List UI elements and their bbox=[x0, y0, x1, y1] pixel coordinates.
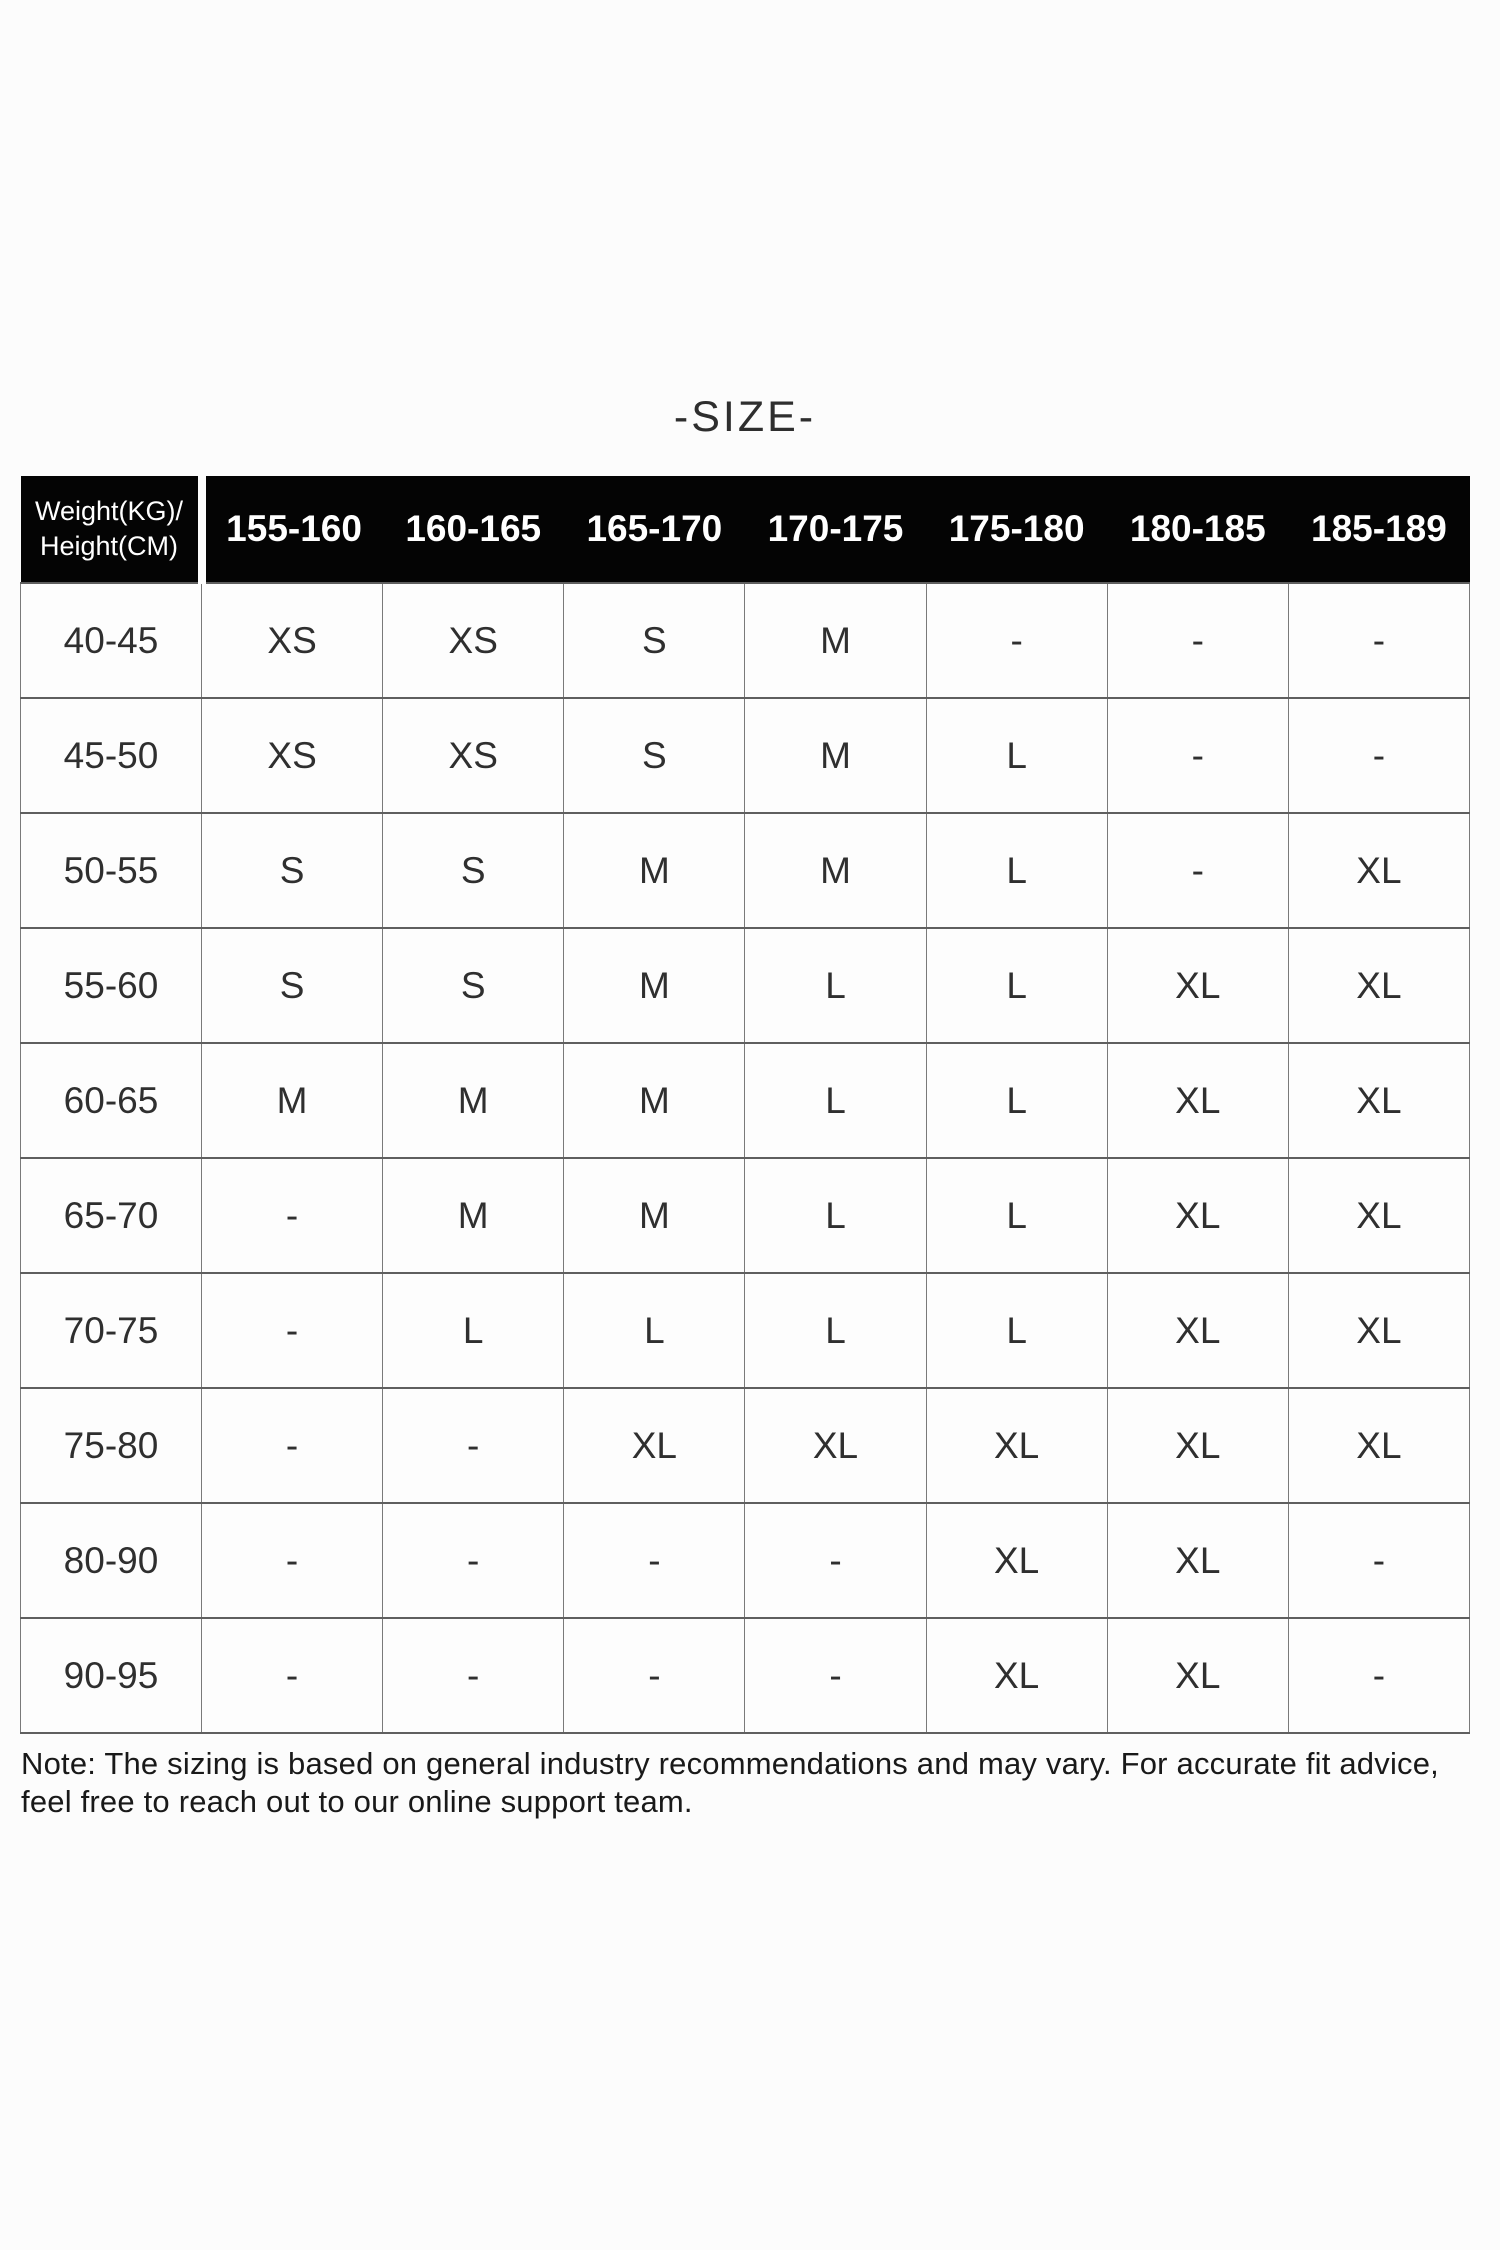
col-header-170-175: 170-175 bbox=[745, 476, 926, 583]
size-cell: XL bbox=[564, 1388, 745, 1503]
weight-cell: 45-50 bbox=[21, 698, 202, 813]
size-cell: XL bbox=[1107, 1273, 1288, 1388]
size-cell: L bbox=[564, 1273, 745, 1388]
size-cell: XL bbox=[1288, 813, 1469, 928]
size-cell: XL bbox=[1288, 1388, 1469, 1503]
size-cell: M bbox=[564, 813, 745, 928]
weight-cell: 40-45 bbox=[21, 583, 202, 698]
size-cell: XL bbox=[1288, 1158, 1469, 1273]
size-cell: - bbox=[745, 1618, 926, 1733]
size-cell: XL bbox=[1288, 1043, 1469, 1158]
size-cell: L bbox=[926, 1158, 1107, 1273]
size-cell: XL bbox=[1288, 1273, 1469, 1388]
table-row bbox=[21, 698, 1470, 813]
size-cell: S bbox=[383, 928, 564, 1043]
size-cell: - bbox=[1107, 698, 1288, 813]
size-cell: - bbox=[202, 1273, 383, 1388]
table-row bbox=[21, 583, 1470, 698]
table-row bbox=[21, 1503, 1470, 1618]
size-cell: L bbox=[383, 1273, 564, 1388]
size-cell: M bbox=[202, 1043, 383, 1158]
size-cell: M bbox=[383, 1043, 564, 1158]
weight-cell: 75-80 bbox=[21, 1388, 202, 1503]
size-cell: - bbox=[202, 1618, 383, 1733]
size-cell: S bbox=[383, 813, 564, 928]
size-cell: M bbox=[383, 1158, 564, 1273]
size-cell: L bbox=[745, 1043, 926, 1158]
size-cell: M bbox=[745, 583, 926, 698]
size-cell: XL bbox=[745, 1388, 926, 1503]
size-cell: - bbox=[202, 1388, 383, 1503]
size-cell: XL bbox=[1107, 1043, 1288, 1158]
size-cell: XS bbox=[383, 698, 564, 813]
size-cell: L bbox=[926, 928, 1107, 1043]
corner-header-line1: Weight(KG)/ bbox=[34, 496, 184, 526]
weight-cell: 80-90 bbox=[21, 1503, 202, 1618]
size-cell: M bbox=[745, 698, 926, 813]
size-cell: XS bbox=[202, 583, 383, 698]
size-cell: L bbox=[926, 1273, 1107, 1388]
size-cell: L bbox=[926, 1043, 1107, 1158]
size-cell: - bbox=[926, 583, 1107, 698]
weight-cell: 60-65 bbox=[21, 1043, 202, 1158]
page-title: -SIZE- bbox=[673, 393, 817, 441]
size-cell: XL bbox=[1107, 1618, 1288, 1733]
note-text bbox=[21, 1745, 1481, 1821]
size-cell: L bbox=[926, 813, 1107, 928]
size-cell: S bbox=[564, 583, 745, 698]
table-row bbox=[21, 1388, 1470, 1503]
size-cell: XL bbox=[926, 1618, 1107, 1733]
size-cell: S bbox=[564, 698, 745, 813]
size-cell: - bbox=[202, 1503, 383, 1618]
size-cell: M bbox=[745, 813, 926, 928]
weight-cell: 90-95 bbox=[21, 1618, 202, 1733]
table-row bbox=[21, 928, 1470, 1043]
size-cell: - bbox=[1288, 1618, 1469, 1733]
size-cell: L bbox=[926, 698, 1107, 813]
size-cell: XL bbox=[1107, 928, 1288, 1043]
table-row bbox=[21, 813, 1470, 928]
col-header-180-185: 180-185 bbox=[1107, 476, 1288, 583]
col-header-155-160: 155-160 bbox=[202, 476, 383, 583]
weight-cell: 70-75 bbox=[21, 1273, 202, 1388]
size-cell: - bbox=[1288, 698, 1469, 813]
header-row bbox=[21, 476, 1470, 583]
table-row bbox=[21, 1273, 1470, 1388]
size-cell: - bbox=[383, 1618, 564, 1733]
weight-cell: 50-55 bbox=[21, 813, 202, 928]
size-table bbox=[20, 476, 1470, 1734]
size-cell: - bbox=[745, 1503, 926, 1618]
col-header-175-180: 175-180 bbox=[926, 476, 1107, 583]
size-cell: L bbox=[745, 928, 926, 1043]
corner-header bbox=[21, 476, 202, 583]
size-cell: S bbox=[202, 928, 383, 1043]
size-cell: - bbox=[1288, 1503, 1469, 1618]
size-cell: - bbox=[383, 1503, 564, 1618]
size-cell: XL bbox=[1107, 1158, 1288, 1273]
corner-header-line2: Height(CM) bbox=[39, 531, 179, 561]
col-header-160-165: 160-165 bbox=[383, 476, 564, 583]
size-cell: S bbox=[202, 813, 383, 928]
note-line2: feel free to reach out to our online support team. bbox=[21, 1784, 693, 1819]
size-cell: XL bbox=[926, 1388, 1107, 1503]
size-cell: XL bbox=[926, 1503, 1107, 1618]
size-table-body bbox=[21, 583, 1470, 1733]
size-cell: XL bbox=[1107, 1503, 1288, 1618]
size-cell: - bbox=[383, 1388, 564, 1503]
col-header-165-170: 165-170 bbox=[564, 476, 745, 583]
size-cell: XS bbox=[383, 583, 564, 698]
size-cell: XL bbox=[1288, 928, 1469, 1043]
size-cell: XS bbox=[202, 698, 383, 813]
size-cell: XL bbox=[1107, 1388, 1288, 1503]
size-cell: M bbox=[564, 928, 745, 1043]
table-row bbox=[21, 1158, 1470, 1273]
size-cell: - bbox=[1107, 583, 1288, 698]
size-cell: - bbox=[564, 1503, 745, 1618]
size-cell: - bbox=[564, 1618, 745, 1733]
size-cell: - bbox=[1107, 813, 1288, 928]
size-cell: L bbox=[745, 1273, 926, 1388]
size-cell: - bbox=[202, 1158, 383, 1273]
size-cell: - bbox=[1288, 583, 1469, 698]
weight-cell: 65-70 bbox=[21, 1158, 202, 1273]
table-row bbox=[21, 1043, 1470, 1158]
size-cell: M bbox=[564, 1158, 745, 1273]
size-cell: M bbox=[564, 1043, 745, 1158]
col-header-185-189: 185-189 bbox=[1288, 476, 1469, 583]
weight-cell: 55-60 bbox=[21, 928, 202, 1043]
table-row bbox=[21, 1618, 1470, 1733]
size-cell: L bbox=[745, 1158, 926, 1273]
note-line1: Note: The sizing is based on general industry recommendations and may vary. For accurate fit advice, bbox=[21, 1746, 1439, 1781]
